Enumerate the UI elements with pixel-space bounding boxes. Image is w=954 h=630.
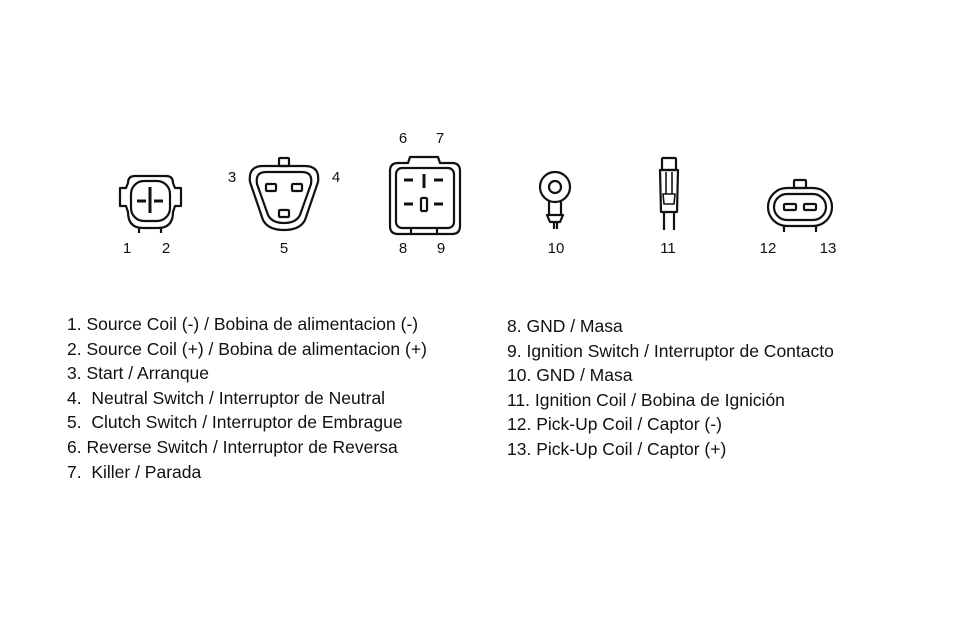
legend-item: 4. Neutral Switch / Interruptor de Neutral bbox=[67, 387, 386, 408]
legend-item: 3. Start / Arranque bbox=[67, 363, 210, 384]
pin-label-6: 6 bbox=[398, 130, 408, 147]
legend-right-column bbox=[507, 314, 834, 462]
connector-11 bbox=[660, 158, 678, 230]
pin-label-13: 13 bbox=[819, 240, 837, 257]
legend-left-column bbox=[67, 312, 427, 484]
legend-item: 12. Pick-Up Coil / Captor (-) bbox=[507, 414, 722, 435]
pin-label-12: 12 bbox=[759, 240, 777, 257]
legend-item: 2. Source Coil (+) / Bobina de alimentacion (+) bbox=[67, 338, 427, 359]
legend-item: 8. GND / Masa bbox=[507, 316, 623, 336]
legend-item: 5. Clutch Switch / Interruptor de Embrague bbox=[67, 412, 403, 433]
pin-label-10: 10 bbox=[547, 240, 565, 257]
pin-label-4: 4 bbox=[331, 169, 341, 186]
pin-label-9: 9 bbox=[436, 240, 446, 257]
pin-label-7: 7 bbox=[435, 130, 445, 147]
legend-item: 11. Ignition Coil / Bobina de Ignición bbox=[507, 389, 785, 410]
legend-item: 7. Killer / Parada bbox=[67, 461, 202, 482]
legend-item: 1. Source Coil (-) / Bobina de alimentacion (-) bbox=[67, 314, 419, 334]
connector-6-7-8-9 bbox=[390, 157, 460, 234]
connector-diagram bbox=[0, 0, 954, 300]
pin-label-8: 8 bbox=[398, 240, 408, 257]
legend-item: 13. Pick-Up Coil / Captor (+) bbox=[507, 438, 727, 459]
legend-item: 10. GND / Masa bbox=[507, 365, 633, 386]
pin-label-11: 11 bbox=[660, 240, 676, 257]
connector-10 bbox=[540, 172, 570, 229]
connector-12-13 bbox=[768, 180, 832, 232]
pin-label-3: 3 bbox=[227, 169, 237, 186]
pin-label-2: 2 bbox=[161, 240, 171, 257]
legend-item: 9. Ignition Switch / Interruptor de Contacto bbox=[507, 340, 834, 361]
connector-3-4-5 bbox=[250, 158, 318, 230]
connector-1-2 bbox=[120, 176, 181, 233]
legend-item: 6. Reverse Switch / Interruptor de Reversa bbox=[67, 436, 398, 457]
pin-label-5: 5 bbox=[279, 240, 289, 257]
pin-label-1: 1 bbox=[122, 240, 132, 257]
